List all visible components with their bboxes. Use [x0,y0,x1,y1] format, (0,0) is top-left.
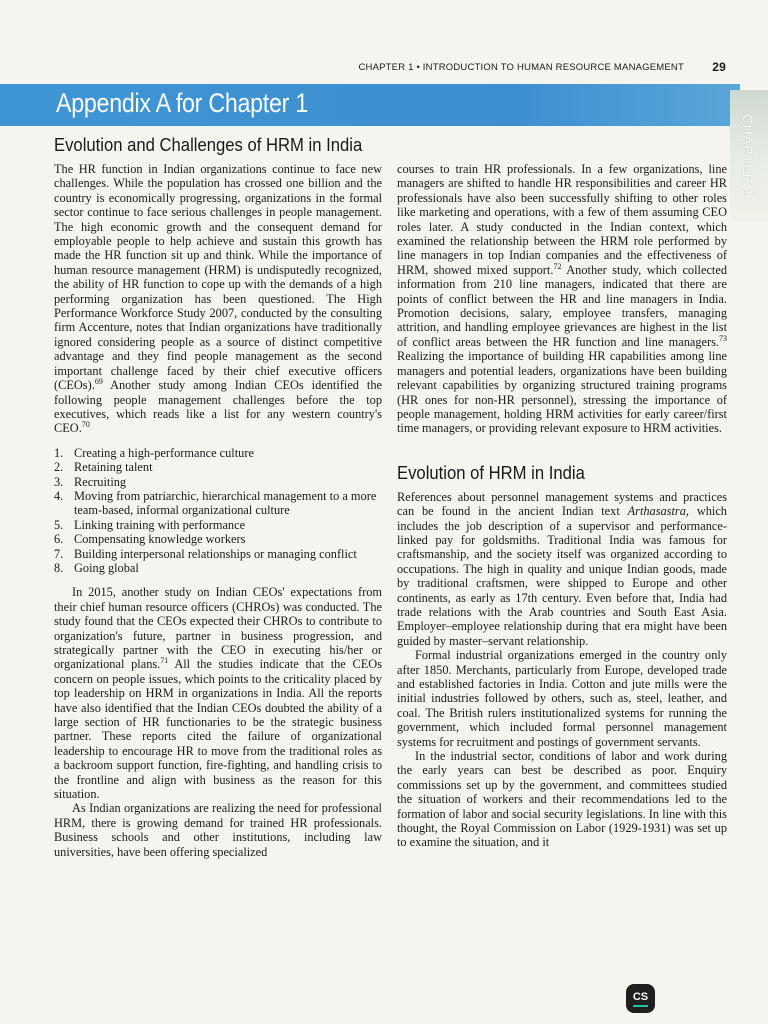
list-number: 7. [54,546,64,561]
paragraph [54,801,382,859]
list-number: 8. [54,560,64,575]
paragraph-text: The HR function in Indian organizations continue to face new challenges. While the population has crossed one billion and the country is economically progressing, organizations in the formal sector continue to face serious challenges in people management. The high economic growth and the consequent demand for employable people to help achieve and sustain this growth has made the HR function sit up and think. While the importance of human resource management (HRM) is undisputedly recognized, the ability of HR function to cope up with the demands of a high performing organization has been questioned. The High Performance Workforce Study 2007, conducted by the consulting firm Accenture, notes that Indian organizations have traditionally ignored considering people as a source of distinct competitive advantage and they find people management as the second important challenge faced by their chief executive officers (CEOs). [54,162,382,393]
appendix-title: Appendix A for Chapter 1 [56,88,308,118]
list-item [54,532,382,546]
footnote-ref[interactable]: 70 [81,420,90,430]
paragraph-text: As Indian organizations are realizing the need for professional HRM, there is growing demand for trained HR professionals. Business schools and other institutions, including law universities, have been offering specialized [54,801,382,859]
paragraph-text: Another study among Indian CEOs identified the following people management challenges before the top executives, which reads like a list for any western country's CEO. [54,378,382,436]
camscanner-logo-icon [626,984,655,1013]
list-item [54,518,382,532]
paragraph [54,162,382,436]
paragraph-text: References about personnel management systems and practices can be found in the ancient Indian text [397,489,727,519]
footnote-ref[interactable]: 73 [719,333,727,343]
list-item [54,547,382,561]
paragraph [54,585,382,801]
paragraph-text: Another study, which collected information from 210 line managers, indicated that there are points of conflict between the HR and line managers in India. Promotion decisions, salary, employee transfers, managing attrition, and handling employee grievances are highest in the list of conflict areas between the HR function and line managers. [397,262,728,349]
list-number: 5. [54,517,64,532]
list-text: Linking training with performance [74,517,246,532]
chapter-tab [730,90,768,222]
chapter-tab-label: CHAPTER 1 [740,114,756,198]
badge-underline [633,1005,648,1007]
running-head [0,60,768,76]
paragraph-text: All the studies indicate that the CEOs concern on people issues, which points to the criticality placed by top leadership on HRM in organizations in India. All the reports have also identified that the Indian CEOs doubted the ability of a large section of HR functionaries to be the strategic business partner. These reports cited the failure of organizational leadership to encourage HR to move from the traditional roles as a backroom support function, fire-fighting, and handling crisis to the frontline and align with business as the reason for this situation. [54,657,383,802]
footnote-ref[interactable]: 69 [94,376,103,386]
list-text: Creating a high-performance culture [74,445,254,460]
footnote-ref[interactable]: 72 [553,261,562,271]
list-text: Building interpersonal relationships or managing conflict [74,546,357,561]
paragraph [397,648,727,749]
paragraph-text: courses to train HR professionals. In a few organizations, line managers are shifted to handle HR responsibilities and career HR professionals have also been successfully shifting to other roles like marketing and operations, with a few of them assuming CEO roles later. A study conducted in the Indian context, which examined the relationship between the HRM role performed by line managers in top Indian companies and the effectiveness of HRM, showed mixed support. [397,162,727,277]
paragraph-text: Formal industrial organizations emerged in the country only after 1850. Merchants, particularly from Europe, developed trade and established factories in India. Cotton and jute mills were the initial industries followed by others, such as, steel, leather, and coal. The British rulers institutionalized systems for running the government, which included formal personnel management systems for recruitment and postings of government servants. [397,648,727,749]
list-number: 1. [54,445,64,460]
section-title: Evolution and Challenges of HRM in India [54,134,363,155]
badge-text: CS [632,991,649,1003]
paragraph-text: In 2015, another study on Indian CEOs' expectations from their chief human resource officers (CHROs) was conducted. The study found that the CEOs expected their CHROs to contribute to organization's future, partner in business progression, and strategically partner with the CEO in executing his/her or organizational plans. [54,585,382,672]
left-column [54,162,382,859]
list-number: 4. [54,488,64,503]
appendix-banner [0,84,740,126]
page-number: 29 [712,60,726,74]
sub-heading: Evolution of HRM in India [397,461,585,483]
list-number: 6. [54,532,64,547]
paragraph-text: Realizing the importance of building HR capabilities among line managers and potential leaders, organizations have been building relevant capabilities by organizing structured training programs (HR ones for non-HR personnel), stressing the importance of people management, holding HRM activities for early career/first time managers, or providing relevant exposure to HRM activities. [397,349,727,436]
list-item [54,460,382,474]
list-text: Recruiting [74,474,127,489]
paragraph [397,749,727,850]
footnote-ref[interactable]: 71 [160,656,169,666]
running-head-text: CHAPTER 1 • INTRODUCTION TO HUMAN RESOURCE MANAGEMENT [358,62,684,73]
list-text: Compensating knowledge workers [74,532,246,547]
italic-title: Arthasastra, [627,504,689,519]
list-item [54,561,382,575]
list-item [54,475,382,489]
list-text: Going global [74,560,139,575]
paragraph [397,162,727,436]
right-column [397,162,727,850]
challenges-list [54,446,382,576]
list-text: Retaining talent [74,460,153,475]
list-number: 3. [54,474,64,489]
list-text: Moving from patriarchic, hierarchical management to a more team-based, informal organizational culture [74,488,377,518]
paragraph-text: In the industrial sector, conditions of labor and work during the early years can best be described as poor. Enquiry commissions set up by the government, and committees studied the situation of workers and their recommendations led to the formation of labor and social security legislations. In line with this thought, the Royal Commission on Labor (1929-1931) was set up to examine the situation, and it [397,749,727,850]
paragraph-text: which includes the job description of a supervisor and performance-linked pay for goldsmiths. Traditional India was famous for craftsmanship, and the society itself was organized according to occupations. The high in quality and unique Indian goods, made by traditional craftsmen, were shipped to Europe and other continents, as early as 17th century. Even before that, India had trade relations with the Arab countries and South East Asia. Employer–employee relationship during that era might have been guided by master–servant relationship. [397,504,727,648]
list-item [54,489,382,518]
list-item [54,446,382,460]
paragraph [397,490,727,648]
list-number: 2. [54,460,64,475]
